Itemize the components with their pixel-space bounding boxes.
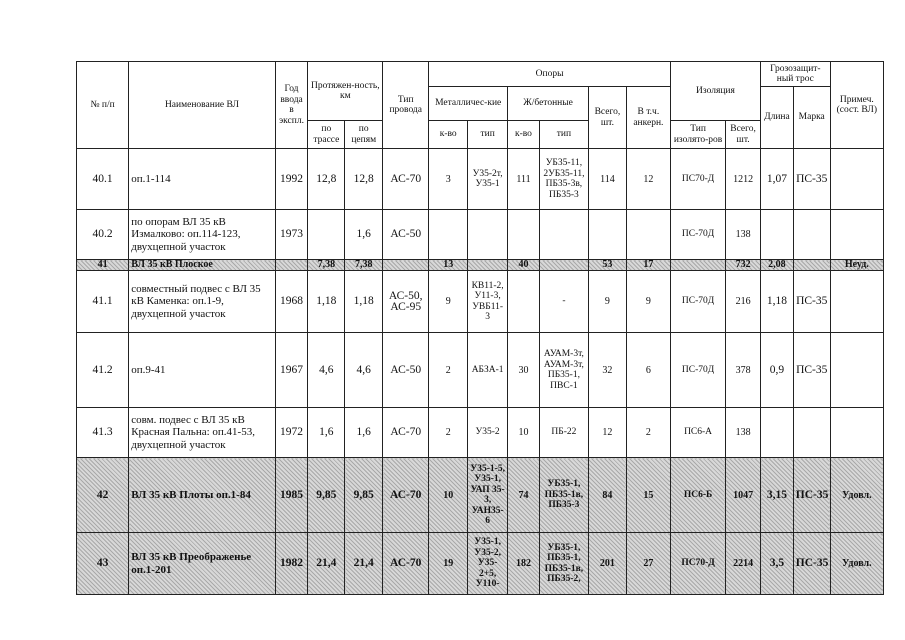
row-name: ВЛ 35 кВ Преображенье оп.1-201 bbox=[129, 533, 275, 595]
row-len-route bbox=[308, 210, 345, 260]
row-anchor: 6 bbox=[626, 333, 670, 408]
row-cable-length: 1,18 bbox=[761, 271, 794, 333]
table-row bbox=[77, 408, 884, 458]
row-ins-total: 138 bbox=[726, 210, 761, 260]
row-len-chain: 1,6 bbox=[345, 408, 383, 458]
row-anchor: 12 bbox=[626, 149, 670, 210]
row-year: 1968 bbox=[275, 271, 308, 333]
row-cable-length: 1,07 bbox=[761, 149, 794, 210]
row-anchor: 9 bbox=[626, 271, 670, 333]
row-cable-mark: ПС-35 bbox=[793, 271, 830, 333]
row-year bbox=[275, 260, 308, 271]
row-len-route: 7,38 bbox=[308, 260, 345, 271]
row-ins-type: ПС-70Д bbox=[670, 210, 725, 260]
row-cable-mark: ПС-35 bbox=[793, 149, 830, 210]
row-year: 1992 bbox=[275, 149, 308, 210]
row-note: Удовл. bbox=[830, 458, 883, 533]
header-metal: Металличес-кие bbox=[429, 87, 508, 121]
row-con-qty bbox=[508, 210, 540, 260]
row-met-type: У35-1-5, У35-1, УАП 35-3, УАН35-6 bbox=[468, 458, 508, 533]
row-year: 1982 bbox=[275, 533, 308, 595]
row-con-type: УБ35-1, ПБ35-1в, ПБ35-3 bbox=[539, 458, 588, 533]
row-len-chain: 4,6 bbox=[345, 333, 383, 408]
row-met-type: КВ11-2, У11-3, УВБ11-3 bbox=[468, 271, 508, 333]
row-con-type: АУАМ-3т, АУАМ-3т, ПБ35-1, ПВС-1 bbox=[539, 333, 588, 408]
row-wire: АС-50 bbox=[383, 210, 429, 260]
row-ins-type: ПС-70Д bbox=[670, 271, 725, 333]
row-name: оп.1-114 bbox=[129, 149, 275, 210]
row-con-qty: 30 bbox=[508, 333, 540, 408]
header-metal-type: тип bbox=[468, 121, 508, 149]
header-wire: Тип провода bbox=[383, 62, 429, 149]
table-row bbox=[77, 271, 884, 333]
header-concrete-count: к-во bbox=[508, 121, 540, 149]
row-met-qty: 2 bbox=[429, 333, 468, 408]
header-metal-count: к-во bbox=[429, 121, 468, 149]
row-total: 9 bbox=[588, 271, 626, 333]
row-len-route: 21,4 bbox=[308, 533, 345, 595]
row-anchor: 15 bbox=[626, 458, 670, 533]
header-total: Всего, шт. bbox=[588, 87, 626, 149]
row-anchor: 2 bbox=[626, 408, 670, 458]
row-note bbox=[830, 333, 883, 408]
row-len-chain: 12,8 bbox=[345, 149, 383, 210]
row-total: 53 bbox=[588, 260, 626, 271]
row-met-type: У35-2 bbox=[468, 408, 508, 458]
row-ins-total: 1212 bbox=[726, 149, 761, 210]
row-num: 41 bbox=[77, 260, 129, 271]
row-cable-length bbox=[761, 210, 794, 260]
row-year: 1972 bbox=[275, 408, 308, 458]
row-ins-type bbox=[670, 260, 725, 271]
row-cable-mark: ПС-35 bbox=[793, 333, 830, 408]
row-len-chain: 9,85 bbox=[345, 458, 383, 533]
table-row-highlight bbox=[77, 458, 884, 533]
table-row-summary bbox=[77, 260, 884, 271]
row-num: 41.1 bbox=[77, 271, 129, 333]
header-cable-length: Длина bbox=[761, 87, 794, 149]
row-con-type: - bbox=[539, 271, 588, 333]
row-met-type: У35-1, У35-2, У35-2+5, У110- bbox=[468, 533, 508, 595]
row-len-chain: 1,18 bbox=[345, 271, 383, 333]
vl-table bbox=[76, 61, 884, 595]
row-cable-length bbox=[761, 408, 794, 458]
row-anchor: 17 bbox=[626, 260, 670, 271]
header-concrete-type: тип bbox=[539, 121, 588, 149]
row-total: 84 bbox=[588, 458, 626, 533]
row-anchor bbox=[626, 210, 670, 260]
row-con-qty bbox=[508, 271, 540, 333]
row-wire: АС-70 bbox=[383, 533, 429, 595]
row-met-type: У35-2т, У35-1 bbox=[468, 149, 508, 210]
row-con-type bbox=[539, 260, 588, 271]
row-wire: АС-70 bbox=[383, 149, 429, 210]
row-met-qty: 10 bbox=[429, 458, 468, 533]
row-ins-type: ПС6-А bbox=[670, 408, 725, 458]
row-wire: АС-50 bbox=[383, 333, 429, 408]
row-len-route: 4,6 bbox=[308, 333, 345, 408]
row-note bbox=[830, 271, 883, 333]
row-len-chain: 7,38 bbox=[345, 260, 383, 271]
row-ins-total: 138 bbox=[726, 408, 761, 458]
row-ins-total: 1047 bbox=[726, 458, 761, 533]
row-name: ВЛ 35 кВ Плоты оп.1-84 bbox=[129, 458, 275, 533]
row-total bbox=[588, 210, 626, 260]
row-year: 1985 bbox=[275, 458, 308, 533]
header-row-1 bbox=[77, 62, 884, 87]
row-wire bbox=[383, 260, 429, 271]
row-cable-mark: ПС-35 bbox=[793, 533, 830, 595]
row-total: 12 bbox=[588, 408, 626, 458]
row-ins-type: ПС-70Д bbox=[670, 333, 725, 408]
row-con-qty: 111 bbox=[508, 149, 540, 210]
row-ins-total: 732 bbox=[726, 260, 761, 271]
row-ins-total: 216 bbox=[726, 271, 761, 333]
row-con-qty: 10 bbox=[508, 408, 540, 458]
row-num: 41.3 bbox=[77, 408, 129, 458]
row-con-type: УБ35-11, 2УБ35-11, ПБ35-3в, ПБ35-3 bbox=[539, 149, 588, 210]
table-row-highlight bbox=[77, 533, 884, 595]
row-name: совместный подвес с ВЛ 35 кВ Каменка: оп.1-9, двухцепной участок bbox=[129, 271, 275, 333]
row-total: 32 bbox=[588, 333, 626, 408]
row-cable-length: 3,15 bbox=[761, 458, 794, 533]
row-con-qty: 40 bbox=[508, 260, 540, 271]
header-length: Протяжен-ность, км bbox=[308, 62, 383, 121]
header-ins-total: Всего, шт. bbox=[726, 121, 761, 149]
header-anchor: В т.ч. анкерн. bbox=[626, 87, 670, 149]
row-ins-type: ПС70-Д bbox=[670, 149, 725, 210]
header-cable-mark: Марка bbox=[793, 87, 830, 149]
header-supports: Опоры bbox=[429, 62, 671, 87]
row-cable-mark bbox=[793, 210, 830, 260]
row-num: 41.2 bbox=[77, 333, 129, 408]
row-con-type bbox=[539, 210, 588, 260]
row-met-qty: 19 bbox=[429, 533, 468, 595]
row-met-qty: 13 bbox=[429, 260, 468, 271]
row-met-qty: 9 bbox=[429, 271, 468, 333]
row-ins-type: ПС6-Б bbox=[670, 458, 725, 533]
row-wire: АС-70 bbox=[383, 408, 429, 458]
row-met-type bbox=[468, 210, 508, 260]
row-met-qty: 3 bbox=[429, 149, 468, 210]
row-total: 114 bbox=[588, 149, 626, 210]
table-row bbox=[77, 333, 884, 408]
row-len-route: 1,18 bbox=[308, 271, 345, 333]
row-name: совм. подвес с ВЛ 35 кВ Красная Пальна: оп.41-53, двухцепной участок bbox=[129, 408, 275, 458]
header-year: Год ввода в экспл. bbox=[275, 62, 308, 149]
row-met-type: АБЗА-1 bbox=[468, 333, 508, 408]
row-wire: АС-70 bbox=[383, 458, 429, 533]
header-insulation: Изоляция bbox=[670, 62, 760, 121]
row-ins-total: 2214 bbox=[726, 533, 761, 595]
row-anchor: 27 bbox=[626, 533, 670, 595]
row-len-route: 9,85 bbox=[308, 458, 345, 533]
row-cable-mark: ПС-35 bbox=[793, 458, 830, 533]
row-ins-type: ПС70-Д bbox=[670, 533, 725, 595]
row-con-type: ПБ-22 bbox=[539, 408, 588, 458]
row-name: по опорам ВЛ 35 кВ Измалково: оп.114-123, двухцепной участок bbox=[129, 210, 275, 260]
header-name: Наименование ВЛ bbox=[129, 62, 275, 149]
row-note: Неуд. bbox=[830, 260, 883, 271]
row-ins-total: 378 bbox=[726, 333, 761, 408]
row-len-chain: 21,4 bbox=[345, 533, 383, 595]
row-total: 201 bbox=[588, 533, 626, 595]
header-ins-type: Тип изолято-ров bbox=[670, 121, 725, 149]
row-num: 40.1 bbox=[77, 149, 129, 210]
header-length-chain: по цепям bbox=[345, 121, 383, 149]
row-met-qty: 2 bbox=[429, 408, 468, 458]
row-cable-length: 0,9 bbox=[761, 333, 794, 408]
header-note: Примеч. (сост. ВЛ) bbox=[830, 62, 883, 149]
row-cable-mark bbox=[793, 260, 830, 271]
row-met-qty bbox=[429, 210, 468, 260]
row-len-chain: 1,6 bbox=[345, 210, 383, 260]
row-note bbox=[830, 149, 883, 210]
row-con-type: УБ35-1, ПБ35-1, ПБ35-1в, ПБ35-2, bbox=[539, 533, 588, 595]
row-met-type bbox=[468, 260, 508, 271]
row-name: оп.9-41 bbox=[129, 333, 275, 408]
row-num: 40.2 bbox=[77, 210, 129, 260]
row-wire: АС-50, АС-95 bbox=[383, 271, 429, 333]
row-con-qty: 182 bbox=[508, 533, 540, 595]
header-length-route: по трассе bbox=[308, 121, 345, 149]
header-num: № п/п bbox=[77, 62, 129, 149]
row-num: 43 bbox=[77, 533, 129, 595]
table-row bbox=[77, 149, 884, 210]
row-name: ВЛ 35 кВ Плоское bbox=[129, 260, 275, 271]
row-len-route: 12,8 bbox=[308, 149, 345, 210]
row-note bbox=[830, 210, 883, 260]
row-year: 1967 bbox=[275, 333, 308, 408]
row-note bbox=[830, 408, 883, 458]
row-cable-length: 2,08 bbox=[761, 260, 794, 271]
header-cable: Грозозащит-ный трос bbox=[761, 62, 831, 87]
header-concrete: Ж/бетонные bbox=[508, 87, 589, 121]
row-note: Удовл. bbox=[830, 533, 883, 595]
row-cable-length: 3,5 bbox=[761, 533, 794, 595]
row-len-route: 1,6 bbox=[308, 408, 345, 458]
row-num: 42 bbox=[77, 458, 129, 533]
table-row bbox=[77, 210, 884, 260]
row-cable-mark bbox=[793, 408, 830, 458]
row-year: 1973 bbox=[275, 210, 308, 260]
row-con-qty: 74 bbox=[508, 458, 540, 533]
